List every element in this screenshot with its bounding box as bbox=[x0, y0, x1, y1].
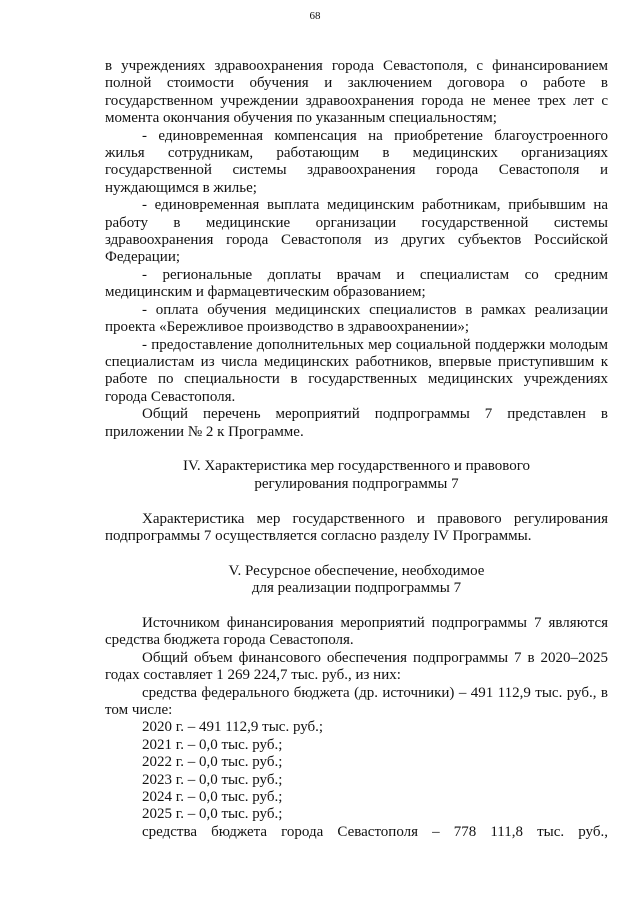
list-item-regional-allowances: - региональные доплаты врачам и специалистам со средним медицинским и фармацевтическим образованием; bbox=[105, 266, 608, 301]
section-4-heading-line-2: регулирования подпрограммы 7 bbox=[254, 475, 459, 492]
year-line-2022: 2022 г. – 0,0 тыс. руб.; bbox=[142, 754, 283, 771]
section-5-funding-source: Источником финансирования мероприятий подпрограммы 7 являются средства бюджета города Севастополя. bbox=[105, 614, 608, 649]
list-item-housing-compensation: - единовременная компенсация на приобретение благоустроенного жилья сотрудникам, работающим в медицинских организациях государственной системы здравоохранения города Севастополя и нуждающимся в жилье; bbox=[105, 127, 608, 196]
section-5-total-funding: Общий объем финансового обеспечения подпрограммы 7 в 2020–2025 годах составляет 1 269 224,7 тыс. руб., из них: bbox=[105, 649, 608, 684]
list-item-one-time-payment: - единовременная выплата медицинским работникам, прибывшим на работу в медицинские организации государственной системы здравоохранения города Севастополя из других субъектов Российской Федерации; bbox=[105, 197, 608, 266]
page-number: 68 bbox=[309, 10, 321, 22]
year-line-2023: 2023 г. – 0,0 тыс. руб.; bbox=[142, 771, 283, 788]
year-line-2025: 2025 г. – 0,0 тыс. руб.; bbox=[142, 806, 283, 823]
document-body bbox=[105, 58, 608, 841]
section-4-text: Характеристика мер государственного и правового регулирования подпрограммы 7 осуществляется согласно разделу IV Программы. bbox=[105, 510, 608, 544]
section-5-city-funds: средства бюджета города Севастополя – 778 111,8 тыс. руб., bbox=[142, 823, 608, 840]
section-5-federal-funds: средства федерального бюджета (др. источники) – 491 112,9 тыс. руб., в том числе: bbox=[105, 684, 608, 718]
paragraph-continuation: в учреждениях здравоохранения города Севастополя, с финансированием полной стоимости обучения и заключением договора о работе в государственном учреждении здравоохранения города не менее трех лет с момента окончания обучения по указанным специальностям; bbox=[105, 58, 608, 127]
year-line-2020: 2020 г. – 491 112,9 тыс. руб.; bbox=[142, 719, 324, 736]
year-line-2021: 2021 г. – 0,0 тыс. руб.; bbox=[142, 736, 283, 753]
section-5-heading-line-2: для реализации подпрограммы 7 bbox=[251, 580, 462, 597]
paragraph-activities-list: Общий перечень мероприятий подпрограммы 7 представлен в приложении № 2 к Программе. bbox=[105, 406, 608, 440]
section-5-heading-line-1: V. Ресурсное обеспечение, необходимое bbox=[228, 562, 485, 579]
section-4-heading-line-1: IV. Характеристика мер государственного и правового bbox=[182, 458, 531, 475]
list-item-training-payment: - оплата обучения медицинских специалистов в рамках реализации проекта «Бережливое производство в здравоохранении»; bbox=[105, 301, 608, 336]
year-line-2024: 2024 г. – 0,0 тыс. руб.; bbox=[142, 789, 283, 805]
list-item-young-specialists-support: - предоставление дополнительных мер социальной поддержки молодым специалистам из числа медицинских работников, впервые приступившим к работе по специальности в государственных медицинских учреждениях города Севастополя. bbox=[105, 336, 608, 405]
